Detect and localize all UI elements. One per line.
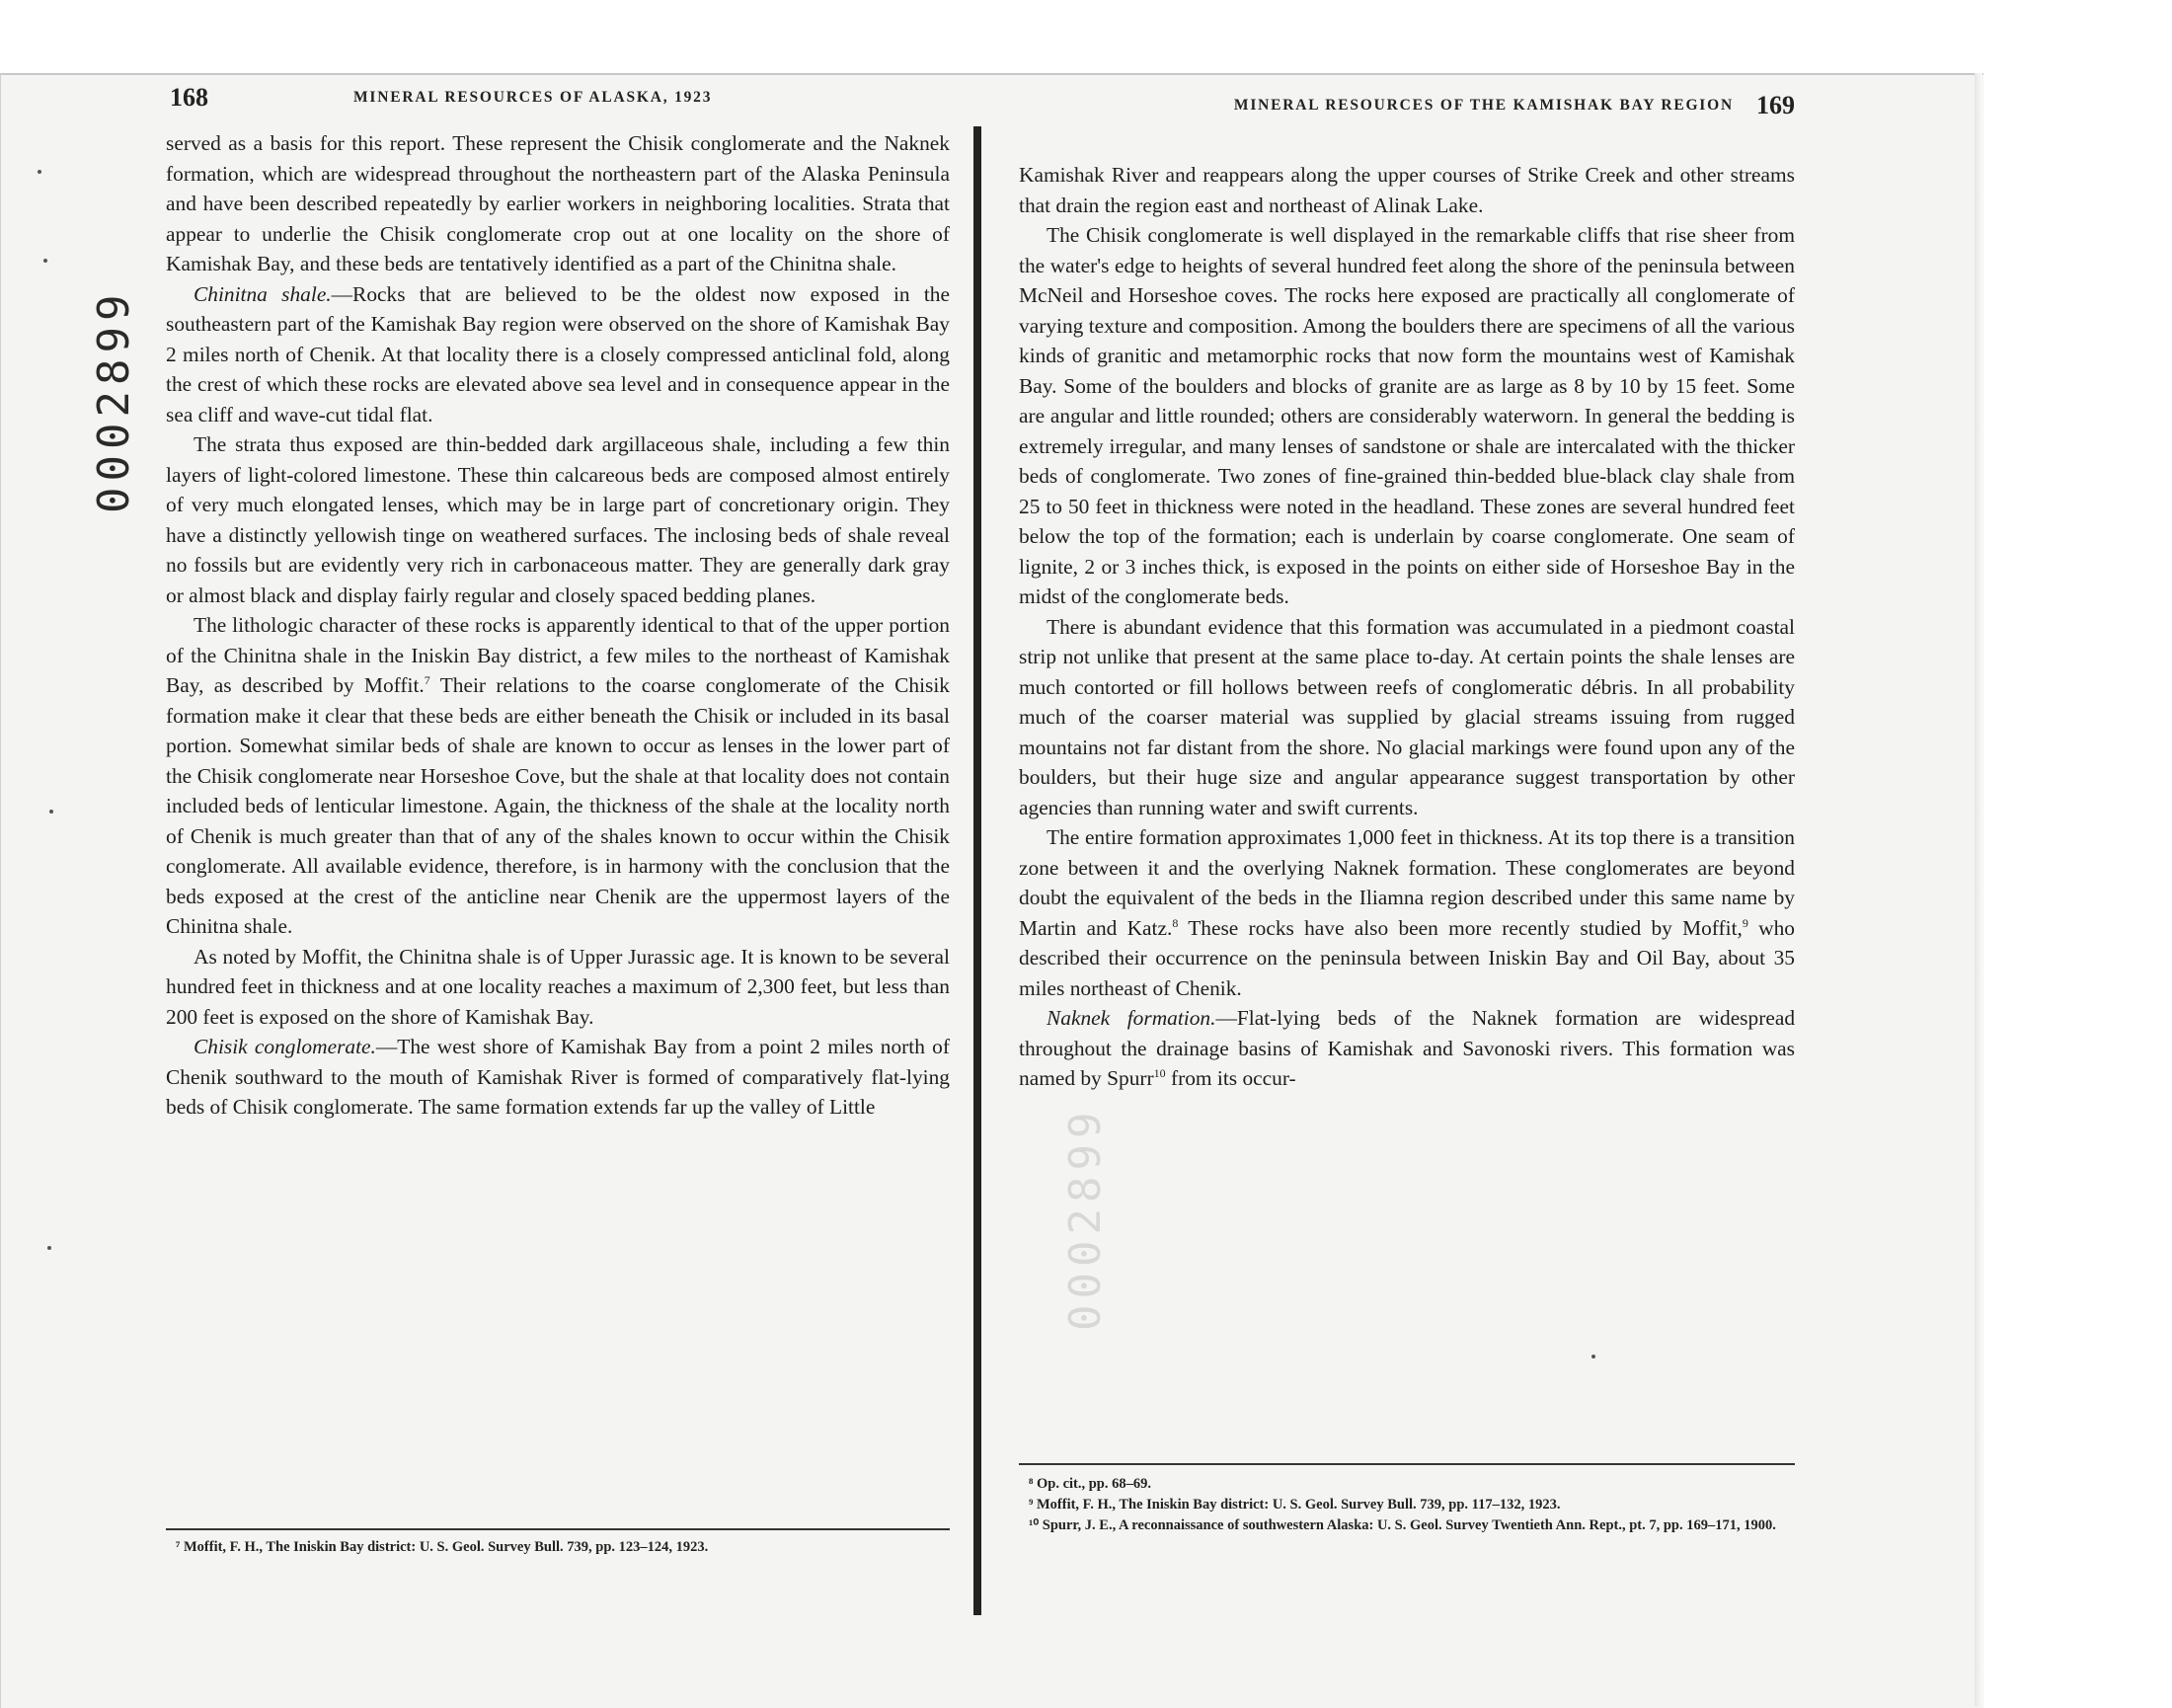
paragraph-text: —Flat-lying beds of the Naknek formation are widespread throughout the drainage basins of Kamishak and Savonoski rivers. This formation was named by Spurr bbox=[1019, 1006, 1796, 1090]
scan-speck bbox=[43, 259, 47, 263]
paragraph-text: —Rocks that are believed to be the oldest now exposed in the southeastern part of the Kamishak Bay region were observed on the shore of Kamishak Bay 2 miles north of Chenik. At that locality there is a closely compressed anticlinal fold, along the crest of which these rocks are elevated above sea level and in consequence appear in the sea cliff and wave-cut tidal flat. bbox=[166, 281, 950, 427]
sheet-edge bbox=[1975, 73, 1982, 1706]
paragraph-text: from its occur- bbox=[1165, 1066, 1296, 1090]
right-page bbox=[1019, 0, 1795, 1706]
footnote: ⁷ Moffit, F. H., The Iniskin Bay district: U. S. Geol. Survey Bull. 739, pp. 123–124, 1923. bbox=[176, 1539, 709, 1555]
section-heading: Chisik conglomerate. bbox=[194, 1035, 376, 1058]
footnote: ⁹ Moffit, F. H., The Iniskin Bay district: U. S. Geol. Survey Bull. 739, pp. 117–132, 1923. bbox=[1029, 1497, 1561, 1513]
scan-speck bbox=[38, 170, 41, 174]
running-head: MINERAL RESOURCES OF ALASKA, 1923 bbox=[353, 89, 713, 106]
left-page-body bbox=[166, 128, 950, 1123]
left-footnotes bbox=[166, 1538, 950, 1559]
footnote: ⁸ Op. cit., pp. 68–69. bbox=[1029, 1476, 1151, 1492]
right-footnotes bbox=[1019, 1475, 1795, 1537]
scan-speck bbox=[49, 810, 53, 814]
left-page bbox=[166, 0, 950, 1706]
left-page-header bbox=[166, 83, 950, 118]
paragraph: There is abundant evidence that this formation was accumulated in a piedmont coastal strip not unlike that present at the same place to-day. At certain points the shale lenses are much contorted or fill hollows between reefs of conglomeratic débris. In all probability much of the coarser material was supplied by glacial streams issuing from rugged mountains not far distant from the shore. No glacial markings were found upon any of the boulders, but their huge size and angular appearance suggest transportation by other agencies than running water and swift currents. bbox=[1019, 614, 1795, 819]
footnote-ref: 7 bbox=[424, 673, 430, 687]
section-heading: Naknek formation. bbox=[1047, 1006, 1216, 1030]
scan-speck bbox=[47, 1246, 51, 1250]
right-page-header bbox=[1019, 83, 1795, 118]
paragraph-text: These rocks have also been more recently studied by Moffit, bbox=[1178, 915, 1743, 940]
footnote-rule bbox=[1019, 1463, 1795, 1465]
paragraph-text: —The west shore of Kamishak Bay from a point 2 miles north of Chenik southward to the mouth of Kamishak River is formed of comparatively flat-lying beds of Chisik conglomerate. The same formation extends far up the valley of Little bbox=[166, 1035, 950, 1119]
page-number: 169 bbox=[1756, 91, 1795, 119]
paragraph bbox=[166, 1032, 950, 1123]
paragraph: As noted by Moffit, the Chinitna shale is of Upper Jurassic age. It is known to be several hundred feet in thickness and at one locality reaches a maximum of 2,300 feet, but less than 200 feet is exposed on the shore of Kamishak Bay. bbox=[166, 944, 950, 1029]
paragraph: The strata thus exposed are thin-bedded dark argillaceous shale, including a few thin layers of light-colored limestone. These thin calcareous beds are composed almost entirely of very much elongated lenses, which may be in large part of concretionary origin. They have a distinctly yellowish tinge on weathered surfaces. The inclosing beds of shale reveal no fossils but are evidently very rich in carbonaceous matter. They are generally dark gray or almost black and display fairly regular and closely spaced bedding planes. bbox=[166, 432, 950, 607]
paragraph bbox=[1019, 822, 1795, 1003]
section-heading: Chinitna shale. bbox=[194, 281, 332, 306]
footnote-rule bbox=[166, 1528, 950, 1530]
footnote-ref: 9 bbox=[1742, 915, 1748, 930]
footnote: ¹⁰ Spurr, J. E., A reconnaissance of southwestern Alaska: U. S. Geol. Survey Twentieth Ann. Rept., pt. 7, pp. 169–171, 1900. bbox=[1029, 1517, 1776, 1533]
paragraph-text: The lithologic character of these rocks is apparently identical to that of the upper portion of the Chinitna shale in the Iniskin Bay district, a few miles to the northeast of Kamishak Bay, as described by Moffit. bbox=[166, 613, 950, 697]
paragraph: Kamishak River and reappears along the upper courses of Strike Creek and other streams that drain the region east and northeast of Alinak Lake. bbox=[1019, 163, 1795, 217]
paragraph: served as a basis for this report. These represent the Chisik conglomerate and the Naknek formation, which are widespread throughout the northeastern part of the Alaska Peninsula and have been described repeatedly by earlier workers in neighboring localities. Strata that appear to underlie the Chisik conglomerate crop out at one locality on the shore of Kamishak Bay, and these beds are tentatively identified as a part of the Chinitna shale. bbox=[166, 131, 950, 275]
paragraph bbox=[1019, 1003, 1795, 1094]
right-page-body bbox=[1019, 160, 1795, 1094]
footnote-ref: 8 bbox=[1172, 915, 1179, 930]
paragraph: The Chisik conglomerate is well displayed in the remarkable cliffs that rise sheer from the water's edge to heights of several hundred feet along the shore of the peninsula between McNeil and Horseshoe coves. The rocks here exposed are practically all conglomerate of varying texture and composition. Among the boulders there are specimens of all the various kinds of granitic and metamorphic rocks that now form the mountains west of Kamishak Bay. Some of the boulders and blocks of granite are as large as 8 by 10 by 15 feet. Some are angular and little rounded; others are considerably waterworn. In general the bedding is extremely irregular, and many lenses of sandstone or shale are intercalated with the thicker beds of conglomerate. Two zones of fine-grained thin-bedded blue-black clay shale from 25 to 50 feet in thickness were noted in the headland. These zones are several hundred feet below the top of the formation; each is underlain by coarse conglomerate. One seam of lignite, 2 or 3 inches thick, is exposed in the points on either side of Horseshoe Bay in the midst of the conglomerate beds. bbox=[1019, 223, 1795, 608]
paragraph bbox=[166, 279, 950, 430]
running-head: MINERAL RESOURCES OF THE KAMISHAK BAY REGION bbox=[1233, 97, 1734, 114]
archive-stamp-bleedthrough: 0002899 bbox=[1060, 1106, 1111, 1331]
page-number: 168 bbox=[170, 83, 208, 112]
paragraph-text: Their relations to the coarse conglomerate of the Chisik formation make it clear that these beds are either beneath the Chisik or included in its basal portion. Somewhat similar beds of shale are known to occur as lenses in the lower part of the Chisik conglomerate near Horseshoe Cove, but the shale at that locality does not contain included beds of lenticular limestone. Again, the thickness of the shale at the locality north of Chenik is much greater than that of any of the shales known to occur within the Chisik conglomerate. All available evidence, therefore, is in harmony with the conclusion that the beds exposed at the crest of the anticline near Chenik are the uppermost layers of the Chinitna shale. bbox=[166, 673, 950, 938]
footnote-ref: 10 bbox=[1153, 1066, 1166, 1080]
page-gutter bbox=[973, 126, 981, 1615]
archive-stamp: 0002899 bbox=[89, 288, 139, 513]
paragraph-text: The entire formation approximates 1,000 feet in thickness. At its top there is a transition zone between it and the overlying Naknek formation. These conglomerates are beyond doubt the equivalent of the beds in the Iliamna region described under this same name by Martin and Katz. bbox=[1019, 825, 1795, 940]
paragraph bbox=[166, 610, 950, 942]
paragraph-text: who described their occurrence on the peninsula between Iniskin Bay and Oil Bay, about 35 miles northeast of Chenik. bbox=[1019, 915, 1795, 1000]
